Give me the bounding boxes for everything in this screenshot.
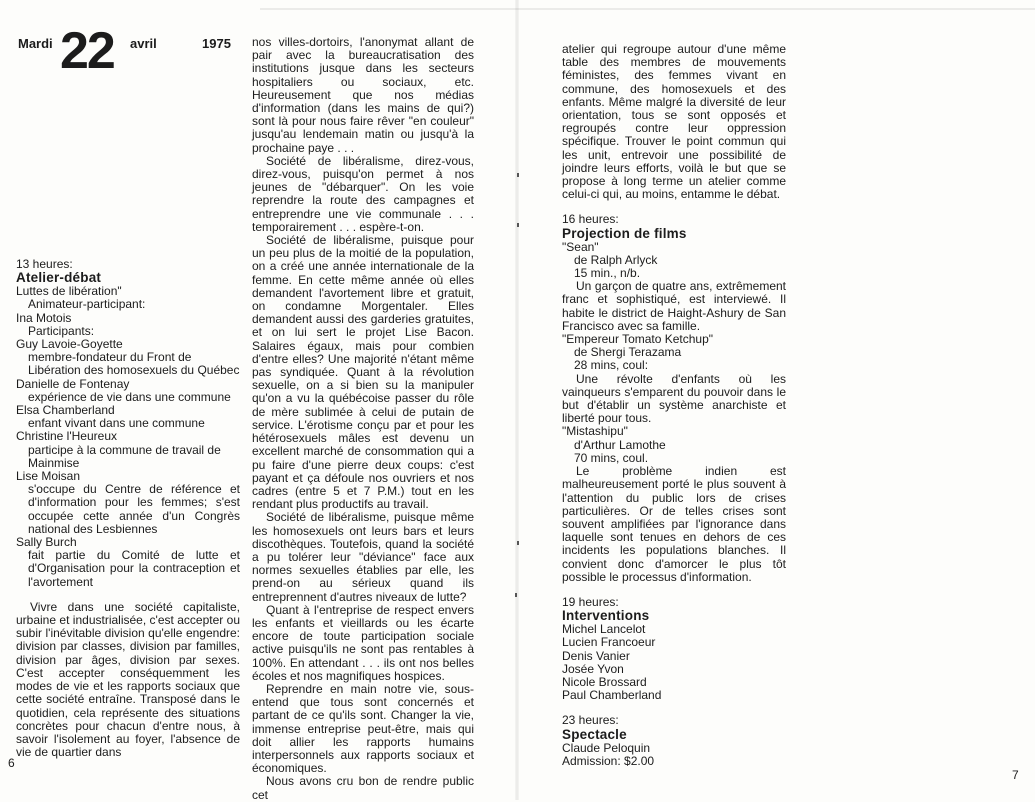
column-2: [252, 36, 474, 802]
session-title: Spectacle: [562, 726, 627, 742]
role-label: Animateur-participant:: [28, 297, 146, 312]
film-director: d'Arthur Lamothe: [574, 437, 666, 452]
body-paragraph: Société de libéralisme, puisque même les homosexuels ont leurs bars et leurs discothèques. Toutefois, quand la société a pu tolérer leur "déviance" face aux normes sexuelles établies par elle, les prend-on au sérieux quand ils entreprennent d'autres niveaux de lutte?: [252, 510, 474, 604]
margin-mark: [517, 541, 519, 545]
film-length: 15 min., n/b.: [574, 266, 641, 281]
speaker-name: Nicole Brossard: [562, 674, 647, 689]
column-3: [562, 43, 786, 768]
participant-desc: participe à la commune de travail de: [28, 442, 221, 457]
body-paragraph: Société de libéralisme, puisque pour un peu plus de la moitié de la population, on a créé une année internationale de la femme. En cette même année où elles demandent l'avortement libre et gratuit, on condamne Morgentaler. Elles demandent aussi des garderies gratuites, et on lui sert le projet Lise Bacon. Salaires égaux, mais pour combien d'entre elles? Une majorité n'étant même pas syndiquée. Quant à la révolution sexuelle, on a si bien su la manipuler qu'on a vu la québécoise passer du rôle de mère sublimée à celui de putain de service. L'érotisme conçu par et pour les hétérosexuels mâles est devenu un excellent marché de consommation qui a pu faire d'une pierre deux coups: c'est payant et ça défoule nos ouvriers et nos cadres (entre 5 et 7 P.M.) tout en les rendant plus productifs au travail.: [252, 233, 474, 512]
body-paragraph: atelier qui regroupe autour d'une même table des membres de mouvements féministes, des femmes vivant en commune, des homosexuels et des enfants. Même malgré la diversité de leur orientation, tous se sont opposés et regroupés contre leur oppression spécifique. Trouver le point commun qui les unit, entrevoir une possibilité de joindre leurs efforts, voilà le but que se propose à long terme un atelier comme celui-ci qui, au moins, entamme le débat.: [562, 42, 786, 202]
speaker-name: Denis Vanier: [562, 648, 630, 663]
film-description: Une révolte d'enfants où les vainqueurs s'emparent du pouvoir dans le but d'établir un système anarchiste et liberté pour tous.: [562, 371, 786, 426]
participant-desc: Mainmise: [28, 455, 80, 470]
column-1: [16, 258, 240, 759]
margin-mark: [515, 593, 517, 597]
session-time: 19 heures:: [562, 594, 619, 609]
body-paragraph: Reprendre en main notre vie, sous-entend que tous sont concernés et partant de ce qu'ils sont. Changer la vie, immense entreprise peut-être, mais qui doit allier les rapports humains interpersonnels aux rapports sociaux et économiques.: [252, 681, 474, 776]
participant-name: Sally Burch: [16, 535, 77, 550]
session-time: 13 heures:: [16, 257, 73, 271]
date-month: avril: [130, 36, 157, 51]
session-time: 23 heures:: [562, 713, 619, 728]
session-title: Atelier-débat: [16, 270, 102, 286]
film-title: "Empereur Tomato Ketchup": [562, 332, 714, 347]
film-description: Le problème indien est malheureusement porté le plus souvent à l'attention du public lors de crises particulières. Or de telles crises sont souvent amplifiées par l'ignorance dans laquelle sont tenues en dehors de ces incidents les populations blanches. Il convient donc d'amorcer le plus tôt possible le processus d'information.: [562, 464, 786, 584]
participant-desc: enfant vivant dans une commune: [28, 416, 205, 431]
participant-desc: s'occupe du Centre de référence et d'information pour les femmes; s'est occupée cette année d'un Congrès national des Lesbiennes: [28, 482, 240, 536]
body-paragraph: Vivre dans une société capitaliste, urbaine et industrialisée, c'est accepter ou subir l'inévitable division qu'elle engendre: division par classes, division par familles, division par âges, division par sexes. C'est accepter conséquemment les modes de vie et les rapports sociaux que cette société entraîne. Transposé dans le quotidien, cela représente des situations concrètes pour chacun d'entre nous, à savoir l'isolement au foyer, l'absence de vie de quartier dans: [16, 599, 240, 760]
film-length: 28 mins, coul:: [574, 358, 649, 373]
page-fold: [515, 0, 519, 800]
date-year: 1975: [202, 36, 231, 51]
page-number-right: 7: [1012, 768, 1019, 782]
participant-name: Lise Moisan: [16, 469, 81, 484]
film-director: de Shergi Terazama: [574, 345, 682, 360]
date-day: Mardi: [18, 36, 53, 51]
participant-name: Ina Motois: [16, 310, 72, 325]
page-number-left: 6: [8, 756, 15, 770]
session-title: Interventions: [562, 608, 650, 624]
participant-desc: expérience de vie dans une commune: [28, 389, 231, 404]
performer-name: Claude Peloquin: [562, 740, 651, 755]
speaker-name: Paul Chamberland: [562, 688, 662, 703]
session-time: 16 heures:: [562, 212, 619, 227]
admission-price: Admission: $2.00: [562, 753, 655, 768]
session-title: Projection de films: [562, 225, 687, 241]
margin-mark: [517, 223, 519, 227]
speaker-name: Michel Lancelot: [562, 622, 646, 637]
body-paragraph: Nous avons cru bon de rendre public cet: [252, 774, 474, 802]
film-director: de Ralph Arlyck: [574, 252, 658, 267]
body-paragraph: nos villes-dortoirs, l'anonymat allant de pair avec la bureaucratisation des institutions jusque dans les secteurs hospitaliers ou sociaux, etc. Heureusement que nos médias d'information (dans les mains de qui?) sont là pour nous faire rêver "en couleur" jusqu'au lendemain matin ou jusqu'à la prochaine paye . . .: [252, 35, 474, 155]
workshop-subtitle: Luttes de libération": [16, 284, 122, 299]
film-description: Un garçon de quatre ans, extrêmement franc et sophistiqué, est interviewé. Il habite le district de Haight-Ashury de San Francisco avec sa famille.: [562, 279, 786, 333]
margin-mark: [517, 173, 519, 177]
date-header: [18, 22, 240, 80]
role-label: Participants:: [28, 323, 95, 338]
participant-name: Elsa Chamberland: [16, 403, 115, 418]
film-title: "Mistashipu": [562, 424, 628, 439]
participant-name: Danielle de Fontenay: [16, 376, 130, 391]
participant-desc: membre-fondateur du Front de: [28, 350, 192, 365]
speaker-name: Josée Yvon: [562, 661, 624, 676]
body-paragraph: Société de libéralisme, direz-vous, direz-vous, puisqu'on permet à nos jeunes de "débarquer". On les voie reprendre la route des campagnes et entreprendre une vie communale . . . temporairement . . . espère-t-on.: [252, 153, 474, 234]
participant-name: Guy Lavoie-Goyette: [16, 337, 123, 352]
page-edge: [260, 8, 1035, 10]
body-paragraph: Quant à l'entreprise de respect envers les enfants et vieillards ou les écarte encore de toute participation sociale active puisqu'ils ne sont pas rentables à 100%. En attendant . . . ils ont nos belles écoles et nos magnifiques hospices.: [252, 602, 474, 683]
film-title: "Sean": [562, 239, 599, 254]
speaker-name: Lucien Francoeur: [562, 635, 656, 650]
participant-desc: Libération des homosexuels du Québec: [28, 363, 240, 378]
date-number: 22: [60, 22, 114, 80]
participant-desc: fait partie du Comité de lutte et d'Organisation pour la contraception et l'avortement: [28, 548, 240, 589]
participant-name: Christine l'Heureux: [16, 429, 117, 444]
film-length: 70 mins, coul.: [574, 450, 649, 465]
